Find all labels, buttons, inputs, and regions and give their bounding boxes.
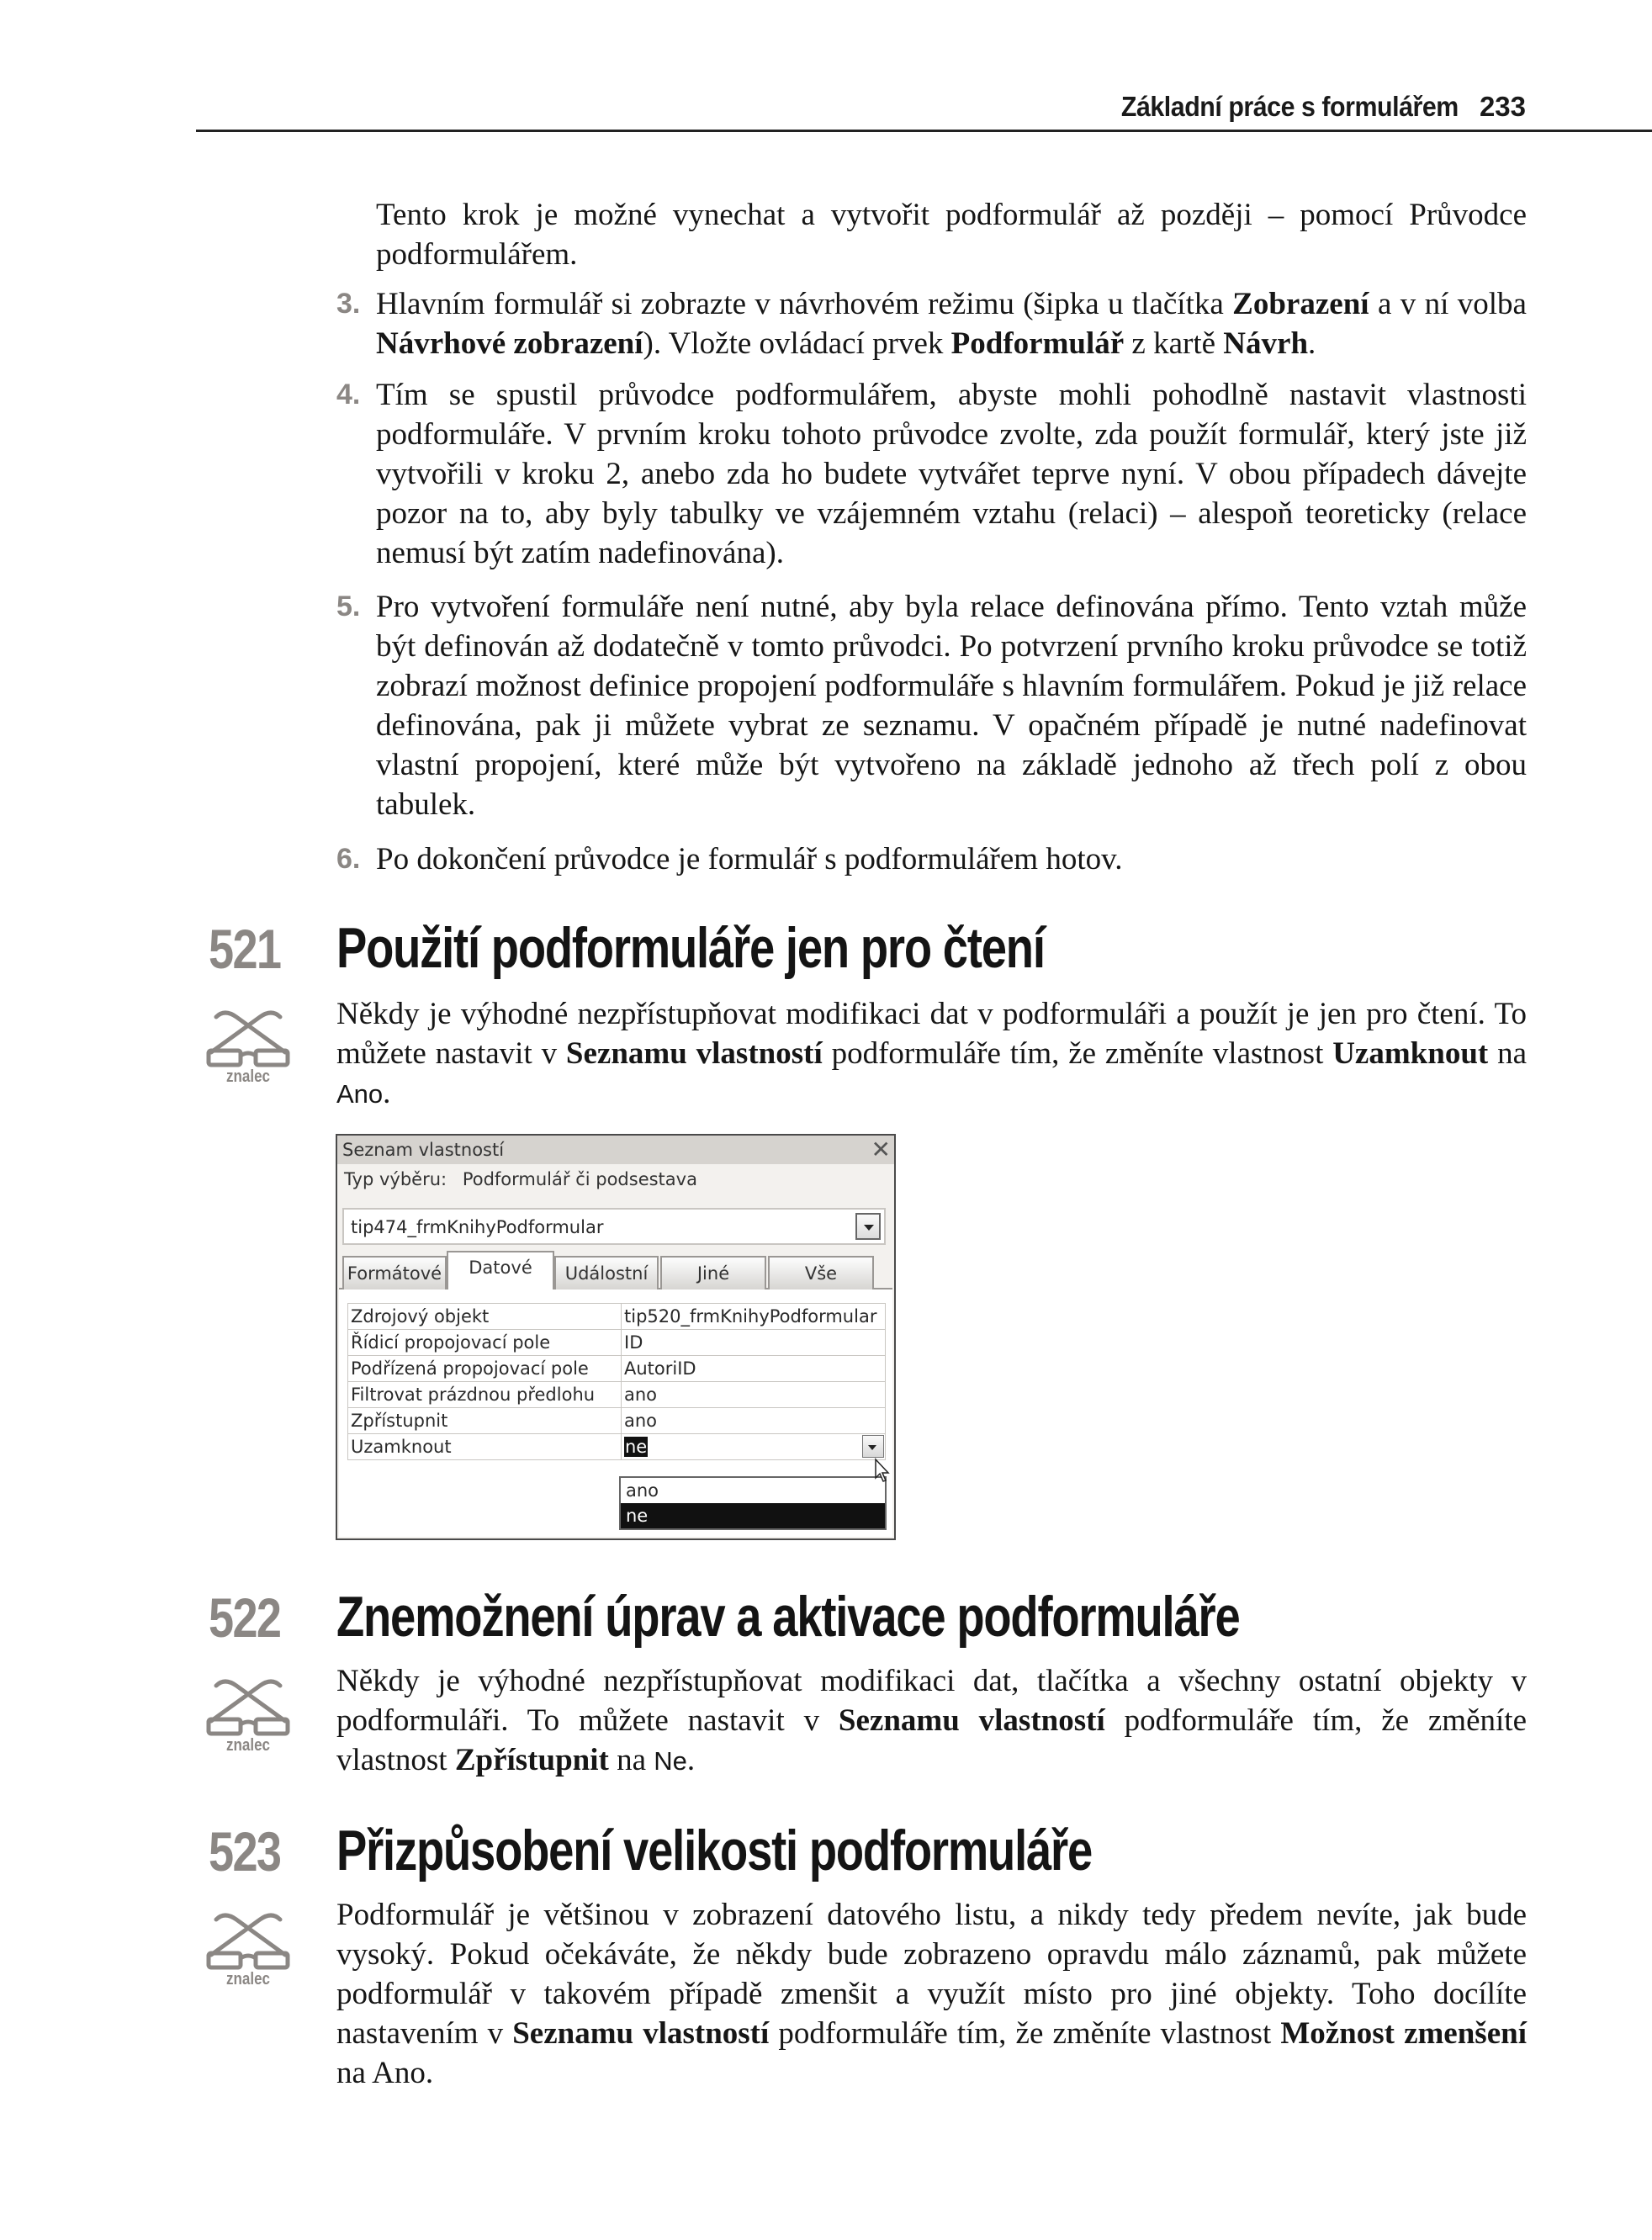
dialog-titlebar[interactable] [337,1136,894,1164]
section-title: Znemožnení úprav a aktivace podformuláře [336,1585,1240,1649]
property-name: Filtrovat prázdnou předlohu [348,1382,622,1408]
dialog-title: Seznam vlastností [342,1140,505,1160]
list-item-step-6 [336,839,1527,879]
property-row[interactable] [348,1408,886,1434]
step-number: 5. [336,590,361,622]
selection-type-label: Typ výběru: [344,1169,447,1189]
property-value[interactable]: ano [622,1408,886,1434]
tab-vse[interactable]: Vše [768,1256,874,1289]
value-dropdown-list [619,1476,887,1530]
section-number: 523 [209,1820,281,1883]
property-row[interactable] [348,1356,886,1382]
list-item-step-4 [336,375,1527,573]
text-run: a v ní volba [1369,287,1527,321]
property-row[interactable] [348,1304,886,1330]
tab-bar [342,1251,889,1289]
glasses-icon [204,1908,292,1970]
section-number: 521 [209,918,281,980]
property-value[interactable]: ID [622,1330,886,1356]
section-number: 522 [209,1586,281,1649]
step-text: Pro vytvoření formuláře není nutné, aby byla relace definována přímo. Tento vztah může být definován až dodatečně v tomto průvodci. Po potvrzení prvního kroku průvodce se totiž zobrazí možnost definice propojení podformuláře s hlavním formulářem. Pokud je již relace definována, pak ji můžete vybrat ze seznamu. V opačném případě je nutné nadefinovat vlastní propojení, které může být vytvořeno na základě jednoho až třech polí z obou tabulek. [376,590,1527,822]
property-value-combobox[interactable] [622,1434,886,1460]
text-run: Podformulář je většinou v zobrazení datového listu, a nikdy tedy předem nevíte, jak bude vysoký. Pokud očekáváte, že někdy bude zobrazeno opravdu málo záznamů, pak můžete podformulář v takovém případě zmenšit a využít místo pro jiné objekty. Toho docílíte nastavením v [336,1898,1527,2051]
section-body [336,994,1527,1114]
property-grid [347,1303,886,1460]
bold-term: Návrhové zobrazení [376,326,643,361]
object-selector-value: tip474_frmKnihyPodformular [351,1217,604,1237]
text-run: na [608,1743,654,1777]
tab-datove[interactable]: Datové [447,1251,554,1289]
ui-value: Ano [336,1079,384,1109]
bold-term: Seznamu vlastností [565,1036,823,1071]
tab-panel-data [339,1288,892,1537]
step-number: 4. [336,379,361,410]
mouse-cursor-icon [874,1458,891,1483]
property-name: Zdrojový objekt [348,1304,622,1330]
property-row[interactable] [348,1382,886,1408]
tab-jine[interactable]: Jiné [660,1256,766,1289]
znalec-badge [204,1674,292,1758]
dropdown-option-ano[interactable]: ano [626,1480,659,1501]
list-item-step-3 [336,284,1527,363]
bold-term: Zpřístupnit [454,1743,609,1777]
property-name: Zpřístupnit [348,1408,622,1434]
tab-udalostni[interactable]: Událostní [554,1256,659,1289]
header-rule [196,130,1652,132]
chevron-down-icon[interactable] [855,1213,881,1240]
intro-paragraph: Tento krok je možné vynechat a vytvořit podformulář až později – pomocí Průvodce podformulářem. [376,198,1527,272]
selected-value: ne [625,1436,648,1457]
property-name: Řídicí propojovací pole [348,1330,622,1356]
list-item-step-5 [336,587,1527,824]
selection-type [344,1169,697,1189]
text-run: Někdy je výhodné nezpřístupňovat modifikaci dat v podformuláři a použít je jen pro čtení. To můžete nastavit v [336,997,1527,1071]
page-number: 233 [1479,91,1526,122]
step-text: Tím se spustil průvodce podformulářem, abyste mohli pohodlně nastavit vlastnosti podformuláře. V prvním kroku tohoto průvodce zvolte, zda použít formulář, který jste již vytvořili v kroku 2, anebo zda ho budete vytvářet teprve nyní. V obou případech dávejte pozor na to, aby byly tabulky ve vzájemném vztahu (relaci) – alespoň teoreticky (relace nemusí být zatím nadefinována). [376,378,1527,570]
text-run: podformuláře tím, že změníte vlastnost [336,1703,1527,1777]
bold-term: Návrh [1223,326,1309,361]
property-value[interactable]: ano [622,1382,886,1408]
step-text: Po dokončení průvodce je formulář s podformulářem hotov. [376,842,1123,876]
property-sheet-dialog [336,1134,896,1540]
text-run: na Ano. [336,2056,434,2090]
close-icon[interactable]: ✕ [871,1136,891,1163]
dropdown-option-ne[interactable]: ne [621,1503,885,1528]
znalec-badge [204,1005,292,1089]
text-run: . [383,1076,391,1110]
text-run: Někdy je výhodné nezpřístupňovat modifikaci dat, tlačítka a všechny ostatní objekty v podformuláři. To můžete nastavit v [336,1664,1527,1738]
text-run: Hlavním formulář si zobrazte v návrhovém režimu (šipka u tlačítka [376,287,1233,321]
text-run: z kartě [1124,326,1224,361]
running-header [196,84,1652,133]
bold-term: Uzamknout [1332,1036,1489,1071]
znalec-label: znalec [226,1970,270,1988]
property-row-uzamknout[interactable] [348,1434,886,1460]
selection-type-value: Podformulář či podsestava [462,1169,697,1189]
section-title: Přizpůsobení velikosti podformuláře [336,1819,1093,1883]
bold-term: Podformulář [950,326,1125,361]
chevron-down-icon[interactable] [862,1435,884,1458]
bold-term: Možnost zmenšení [1280,2016,1527,2051]
property-value[interactable]: tip520_frmKnihyPodformular [622,1304,886,1330]
glasses-icon [204,1674,292,1736]
section-body [336,1661,1527,1781]
tab-formatove[interactable]: Formátové [342,1256,447,1289]
text-run: . [686,1743,696,1777]
step-number: 6. [336,843,361,875]
bold-term: Seznamu vlastností [512,2016,770,2051]
property-value[interactable]: AutoriID [622,1356,886,1382]
property-name: Podřízená propojovací pole [348,1356,622,1382]
text-run: podformuláře tím, že změníte vlastnost [822,1036,1333,1071]
text-run: na [1488,1036,1527,1071]
glasses-icon [204,1005,292,1067]
bold-term: Seznamu vlastností [838,1703,1105,1738]
ui-value: Ne [654,1746,687,1776]
property-row[interactable] [348,1330,886,1356]
section-title: Použití podformuláře jen pro čtení [336,916,1045,980]
step-number: 3. [336,288,361,320]
step-text [376,284,1527,363]
object-selector[interactable] [342,1208,886,1245]
znalec-badge [204,1908,292,1992]
text-run: . [1308,326,1316,361]
chapter-title: Základní práce s formulářem [1121,91,1459,122]
bold-term: Zobrazení [1232,287,1369,321]
property-name: Uzamknout [348,1434,622,1460]
znalec-label: znalec [226,1736,270,1755]
znalec-label: znalec [226,1067,270,1086]
text-run: podformuláře tím, že změníte vlastnost [769,2016,1281,2051]
section-body [336,1895,1527,2093]
text-run: ). Vložte ovládací prvek [643,326,951,361]
